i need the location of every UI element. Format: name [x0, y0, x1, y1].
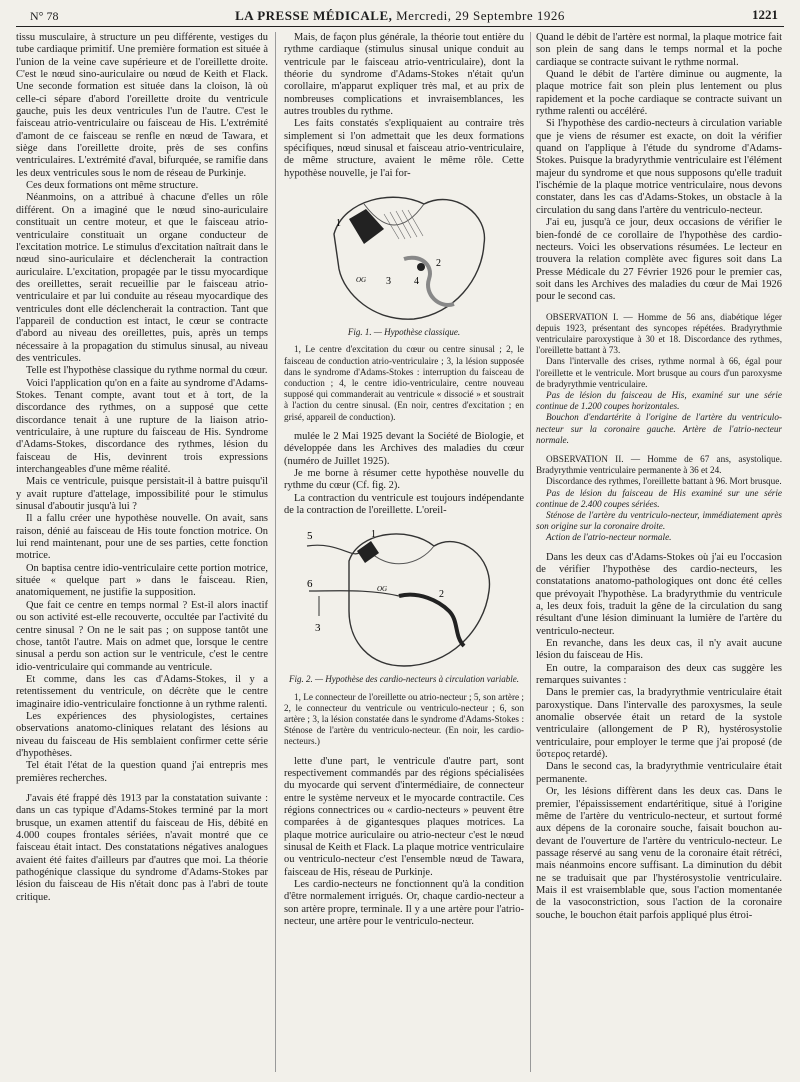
column-1 — [16, 32, 268, 904]
figure-1-caption: Fig. 1. — Hypothèse classique. — [347, 327, 461, 338]
paragraph: Mais ce ventricule, puisque persistait-il à battre puisqu'il y avait rupture d'attelage, impossibilité pour le stimulus sinusal d'aboutir jusqu'à lui ? — [16, 476, 268, 513]
page-number: 1221 — [752, 7, 778, 22]
observation-2: Sténose de l'artère du ventriculo-necteur, immédiatement après son origine sur la coronaire droite. — [536, 510, 782, 532]
figure-2-legend: 1, Le connecteur de l'oreillette ou atrio-necteur ; 5, son artère ; 2, le connecteur du ventricule ou ventriculo-necteur ; 6, son artère ; 3, la lésion constatée dans le syndrome d'Adams-Stokes : Sténose de l'artère du ventriculo-necteur. (En noir, les cardio-necteurs.) — [284, 691, 524, 747]
paragraph: Je me borne à résumer cette hypothèse nouvelle du rythme du cœur (Cf. fig. 2). — [284, 467, 524, 492]
fig2-label: OG — [377, 585, 388, 594]
paragraph: En outre, la comparaison des deux cas suggère les remarques suivantes : — [536, 662, 782, 687]
fig2-label: 1 — [371, 529, 376, 541]
paragraph: Les faits constatés s'expliquaient au contraire très simplement si l'on admettait que les deux formations spécifiques, nœud sinusal et faisceau atrio-ventriculaire, de même structure, avaient le même rôle. Cette hypothèse nouvelle, je l'ai for- — [284, 118, 524, 179]
fig2-label: 6 — [307, 578, 313, 591]
paragraph: Les expériences des physiologistes, certaines observations anatomo-cliniques relatant des lésions au niveau du faisceau de His semblaient confirmer cette série d'hypothèses. — [16, 710, 268, 759]
journal-name: LA PRESSE MÉDICALE, — [235, 8, 393, 23]
issue-number: N° 78 — [30, 9, 59, 23]
paragraph: J'avais été frappé dès 1913 par la constatation suivante : dans un cas typique d'Adams-Stokes terminé par la mort brusque, un examen attentif du faisceau de His, débité en 4.000 coupes frontales sériées, n'avait montré que ce faisceau était intact. Des constatations négatives analogues avaient été faites d'ailleurs par d'autres que moi. La théorie pathogénique classique du syndrome d'Adams-Stokes par lésion du faisceau de His n'était donc pas à l'abri de toute critique. — [16, 792, 268, 903]
paragraph: Quand le débit de l'artère est normal, la plaque motrice fait son plein de sang dans le temps normal et la poche cardiaque se contracte suivant le rythme normal. — [536, 32, 782, 68]
paragraph: Ces deux formations ont même structure. — [26, 180, 199, 192]
paragraph: Or, les lésions diffèrent dans les deux cas. Dans le premier, l'épaississement endartéritique, situé à l'origine même de l'artère du ventriculo-necteur, et surtout formé aux dépens de la coronaire souche, faisait bouchon au-devant de l'ouverture de l'artère du ventriculo-necteur. Le passage réservé au sang venu de la coronaire était rétréci, mais néanmoins encore suffisant. La diminution du débit ne se traduisait que par l'hystérosystolie ventriculaire. Mais il est vraisemblable que, sous l'action momentanée de la vasoconstriction, sous l'action de la coronaire souche, le bouchon était parfois appliqué plus étroi- — [536, 786, 782, 921]
observation-1: Dans l'intervalle des crises, rythme normal à 66, égal pour l'oreillette et le ventricule. Mort brusque au cours d'un paroxysme de bradyrythmie ventriculaire. — [536, 356, 782, 389]
paragraph: En revanche, dans les deux cas, il n'y avait aucune lésion du faisceau de His. — [536, 638, 782, 662]
figure-2-caption: Fig. 2. — Hypothèse des cardio-necteurs à circulation variable. — [288, 674, 520, 685]
observation-2: Discordance des rythmes, l'oreillette battant à 96. Mort brusque. — [546, 476, 782, 487]
issue-date: Mercredi, 29 Septembre 1926 — [396, 8, 565, 23]
paragraph: Dans le second cas, la bradyrythmie ventriculaire était permanente. — [536, 761, 782, 785]
paragraph: Quand le débit de l'artère diminue ou augmente, la plaque motrice fait son plein plus lentement ou plus rapidement et la poche cardiaque se contracte suivant un rythme ralenti ou accéléré. — [536, 69, 782, 118]
paragraph: mulée le 2 Mai 1925 devant la Société de Biologie, et développée dans les Archives des maladies du cœur (numéro de Juillet 1925). — [284, 430, 524, 467]
paragraph: Que fait ce centre en temps normal ? Est-il alors inactif ou son activité est-elle recouverte, occultée par l'activité du centre sinusal ? On ne le sait pas ; on suppose tantôt une chose, tantôt l'autre. Mais on admet que, lorsque le centre sinusal a perdu son action sur le ventricule, c'est le centre idio-ventriculaire qui commande au ventricule. — [16, 599, 268, 673]
fig1-label: 3 — [386, 276, 391, 288]
figure-1-legend: 1, Le centre d'excitation du cœur ou centre sinusal ; 2, le faisceau de conduction atrio-ventriculaire ; 3, la lésion supposée dans le syndrome d'Adams-Stokes : interruption du faisceau de conduction ; 4, le centre idio-ventriculaire, centre nouveau supposé qui commanderait au ventricule « dissocié » et soustrait à l'action du centre sinusal. (En noir, centres d'excitation ; en grisé, appareil de conduction). — [284, 344, 524, 422]
paragraph: Si l'hypothèse des cardio-necteurs à circulation variable que je viens de résumer est exacte, on doit la vérifier quand on l'applique à l'étude du syndrome d'Adams-Stokes. Puisque la bradyrythmie ventriculaire est l'élément majeur du syndrome et que nous supposons qu'elle traduit l'ischémie de la plaque motrice ventriculaire, nous devons constater, dans les cas d'Adams-Stokes, un obstacle à la circulation du sang dans l'artère du ventriculo-necteur. — [536, 118, 782, 216]
column-3 — [536, 32, 782, 922]
fig1-label: 4 — [414, 276, 419, 288]
observation-1: OBSERVATION I. — Homme de 56 ans, diabétique léger depuis 1923, présentant des syncopes répétées. Bradyrythmie ventriculaire paroxystique à 30 et 18. Discordance des rythmes, l'oreillette battant à 73. — [536, 311, 782, 356]
observation-1: Bouchon d'endartérite à l'origine de l'artère du ventriculo-necteur sur la coronaire gauche. Artère de l'atrio-necteur normale. — [536, 412, 782, 445]
paragraph: Tel était l'état de la question quand j'ai entrepris mes premières recherches. — [16, 760, 268, 784]
paragraph: Dans le premier cas, la bradyrythmie ventriculaire était paroxystique. Dans l'intervalle des paroxysmes, la seule anomalie observée était un retard de la systole ventriculaire (allongement de P R), hystérosystolie ventriculaire, pour employer le terme que j'ai proposé (de ὕστερος retardé). — [536, 687, 782, 761]
paragraph: Voici l'application qu'on en a faite au syndrome d'Adams-Stokes. Tenant compte, avant tout et à tort, de la discordance des rythmes, on a supposé que cette discordance tenait à une rupture de la liaison atrio-ventriculaire, à une rupture du faisceau de His. Syndrome d'Adams-Stokes, discordance des rythmes, lésion du faisceau de His, devinrent trois expressions interchangeables d'une même réalité. — [16, 377, 268, 476]
journal-title — [16, 8, 784, 24]
observation-1: Pas de lésion du faisceau de His, examiné sur une série continue de 1.200 coupes horizontales. — [536, 389, 782, 412]
fig2-label: 3 — [315, 622, 321, 635]
paragraph: Néanmoins, on a attribué à chacune d'elles un rôle différent. On a imaginé que le nœud sino-auriculaire constituait un centre moteur, et que le faisceau atrio-ventriculaire constituait un organe conducteur de l'excitation motrice. Le stimulus d'excitation naîtrait dans le nœud sino-auriculaire et déclencherait la contraction auriculaire. L'excitation, propagée par le tissu myocardique des oreillettes, serait recueillie par le faisceau atrio-ventriculaire et par lui conduite au réseau myocardique des ventricules dont elle déclencherait la contraction. Tant que l'appareil de conduction est intact, le cœur se contracte d'abord au niveau des oreillettes, puis, après un temps nécessaire à la propagation du stimulus sinusal, au niveau des ventricules. — [16, 192, 268, 364]
observation-2: Action de l'atrio-necteur normale. — [546, 532, 672, 543]
fig1-label: 2 — [436, 258, 441, 270]
paragraph: Il a fallu créer une hypothèse nouvelle. On avait, sans raison, dénié au faisceau de His toute fonction motrice. On lui rend maintenant, pour une de ses parties, cette fonction motrice. — [16, 513, 268, 562]
column-rule — [275, 32, 276, 1072]
ventriculo-necteur-mark — [399, 595, 464, 646]
figure-1-heart-diagram — [304, 184, 504, 324]
observation-2: OBSERVATION II. — Homme de 67 ans, asystolique. Bradyrythmie ventriculaire permanente à 36 et 24. — [536, 454, 782, 476]
fig1-label: OG — [356, 276, 367, 285]
paragraph: tissu musculaire, à structure un peu différente, vestiges du tube cardiaque primitif. Une première formation est située à l'union de la veine cave supérieure et de l'oreillette droite. C'est le nœud sino-auriculaire ou nœud de Keith et Flack. Une seconde formation est située dans la cloison, là où celle-ci sépare d'abord l'oreillette droite du ventricule gauche, puis les deux ventricules l'un de l'autre. C'est le faisceau atrio-ventriculaire ou faisceau de His. L'extrémité d'amont de ce faisceau se renfle en nœud de Tawara, et siège dans l'oreillette droite, près de ses confins ventriculaires. L'extrémité d'aval, bifurquée, se ramifie dans les deux ventricules sous le nom de réseau de Purkinje. — [16, 32, 268, 179]
sinus-node-mark — [349, 209, 384, 244]
fig2-label: 2 — [439, 589, 444, 601]
paragraph: lette d'une part, le ventricule d'autre part, sont respectivement commandés par des régions spécialisées du myocarde qui servent d'intermédiaire, de connecteur entre le système nerveux et le myocarde contractile. Ces régions connectrices ou « cardio-necteurs » peuvent être comparées à de gigantesques plaques motrices. La plaque motrice auriculaire ou atrio-necteur c'est le nœud sinusal de Keith et Flack. La plaque motrice ventriculaire ou ventriculo-necteur c'est l'ensemble nœud de Tawara, faisceau de His, réseau de Purkinje. — [284, 755, 524, 878]
paragraph: La contraction du ventricule est toujours indépendante de la contraction de l'oreillette. L'oreil- — [284, 492, 524, 516]
paragraph: Mais, de façon plus générale, la théorie tout entière du rythme cardiaque (stimulus sinusal unique conduit au ventricule par le faisceau atrio-ventriculaire), dont la théorie du syndrome d'Adams-Stokes n'était qu'un corollaire, m'apparut expliquer très mal, et au prix de nombreuses complications et invraisemblances, les autres troubles du rythme. — [284, 32, 524, 118]
paragraph: Et comme, dans les cas d'Adams-Stokes, il y a retentissement du ventricule, on décrète que le centre imaginaire idio-ventriculaire fonctionne à un rythme ralenti. — [16, 673, 268, 710]
paragraph: On baptisa centre idio-ventriculaire cette portion motrice, située « quelque part » dans le faisceau. Rien, anatomiquement, ne justifie la supposition. — [16, 562, 268, 599]
page-header — [16, 4, 784, 27]
paragraph: J'ai eu, jusqu'à ce jour, deux occasions de vérifier le bien-fondé de ce corollaire de l'hypothèse des cardio-necteurs. Voici les observations résumées. Le lecteur en trouvera la relation complète avec figures soit dans La Presse Médicale du 27 Février 1926 pour le premier cas, soit dans les Archives des maladies du cœur de Mai 1926 pour le second cas. — [536, 217, 782, 303]
paragraph: Les cardio-necteurs ne fonctionnent qu'à la condition d'être normalement irrigués. Or, chaque cardio-necteur a son artère propre, terminale. Il y a une artère pour l'atrio-necteur, une artère pour le ventriculo-necteur. — [284, 879, 524, 928]
observation-2: Pas de lésion du faisceau de His examiné sur une série continue de 2.400 coupes sériées. — [536, 487, 782, 509]
column-2 — [284, 32, 524, 928]
fig2-label: 5 — [307, 530, 313, 543]
fig1-label: 1 — [336, 218, 341, 230]
column-rule — [530, 32, 531, 1072]
paragraph: Telle est l'hypothèse classique du rythme normal du cœur. — [26, 365, 268, 377]
paragraph: Dans les deux cas d'Adams-Stokes où j'ai eu l'occasion de vérifier l'hypothèse des cardio-necteurs, les constatations anatomo-pathologiques ont donc été celles que prévoyait l'hypothèse. La bradyrythmie du ventricule a, les deux fois, traduit la gêne de la circulation du sang résultant d'une lésion diminuant la lumière de l'artère du ventriculo-necteur. — [536, 551, 782, 637]
figure-2-heart-diagram — [299, 521, 509, 671]
